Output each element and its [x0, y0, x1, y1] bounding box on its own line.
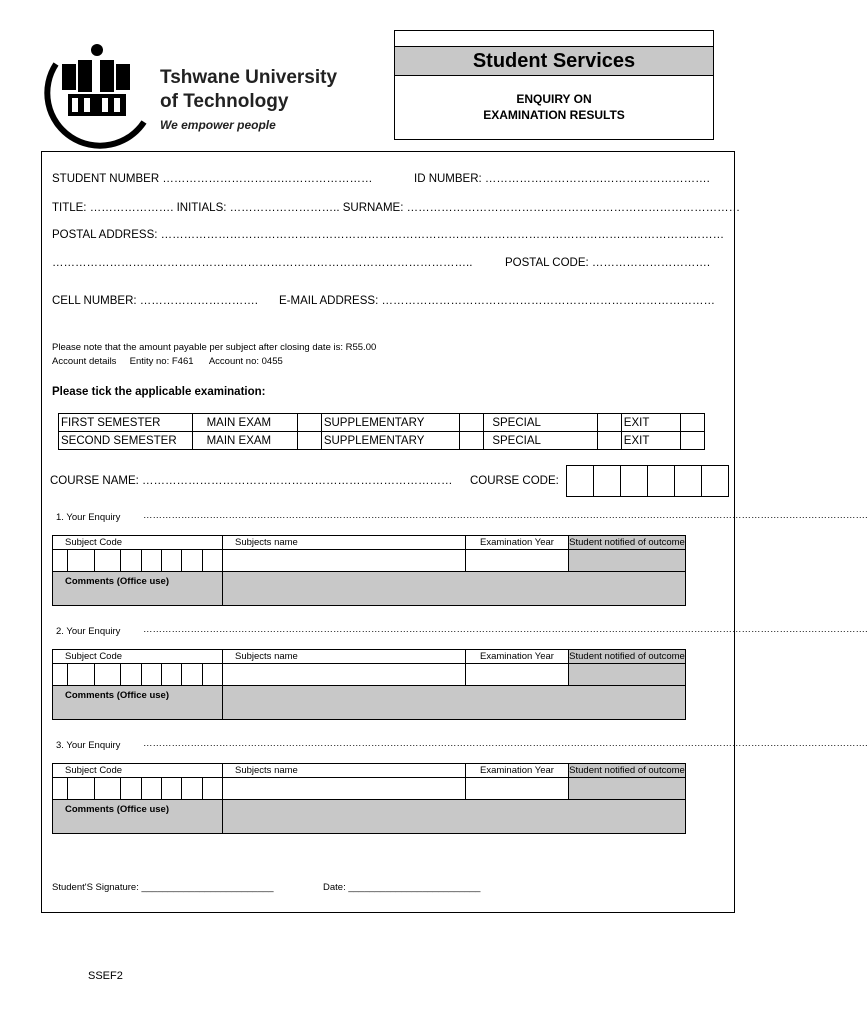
notified-header: Student notified of outcome: [569, 651, 685, 662]
exam-year-header: Examination Year: [466, 650, 569, 664]
tick-box[interactable]: [460, 414, 484, 432]
enquiry-table: [52, 535, 686, 606]
code-cell[interactable]: [202, 550, 222, 572]
code-cell[interactable]: [648, 466, 675, 497]
code-cell[interactable]: [567, 466, 594, 497]
logo-tagline: We empower people: [160, 118, 276, 132]
account-details: Account details Entity no: F461 Account no: 0455: [52, 356, 283, 367]
enquiry-input[interactable]: ………………………………………………………………………………………………………………………………………………………………………………………………………….: [143, 510, 868, 521]
examination-table: [58, 413, 705, 450]
comments-label: Comments (Office use): [53, 800, 223, 834]
enquiry-input[interactable]: ………………………………………………………………………………………………………………………………………………………………………………………………………….: [143, 624, 868, 635]
tick-box[interactable]: [597, 432, 621, 450]
code-cell[interactable]: [702, 466, 729, 497]
logo-line2: of Technology: [160, 91, 289, 112]
code-cell[interactable]: [121, 550, 141, 572]
exam-year-cell[interactable]: [466, 664, 569, 686]
email-field[interactable]: E-MAIL ADDRESS: ……………………………………………………………………………: [279, 295, 715, 307]
university-emblem-icon: [44, 42, 154, 142]
semester-label: SECOND SEMESTER: [59, 432, 193, 450]
code-cell[interactable]: [675, 466, 702, 497]
exam-year-cell[interactable]: [466, 778, 569, 800]
supplementary-label: SUPPLEMENTARY: [321, 414, 459, 432]
code-cell[interactable]: [182, 664, 202, 686]
address-line2-field[interactable]: ………………………………………………………………………………………………..: [52, 257, 473, 269]
code-cell[interactable]: [67, 778, 94, 800]
notified-cell: [569, 664, 686, 686]
exam-year-header: Examination Year: [466, 536, 569, 550]
comments-label: Comments (Office use): [53, 572, 223, 606]
code-cell[interactable]: [53, 550, 68, 572]
comments-cell: [223, 572, 686, 606]
form-subtitle: [395, 91, 713, 123]
subject-name-cell[interactable]: [223, 778, 466, 800]
form-code: SSEF2: [88, 970, 123, 982]
code-cell[interactable]: [621, 466, 648, 497]
subject-name-cell[interactable]: [223, 664, 466, 686]
student-number-field[interactable]: STUDENT NUMBER ………………………….……………………: [52, 173, 373, 185]
signature-field[interactable]: Student'S Signature: _________________________: [52, 882, 274, 893]
code-cell[interactable]: [162, 778, 182, 800]
exam-year-header: Examination Year: [466, 764, 569, 778]
code-cell[interactable]: [182, 778, 202, 800]
notified-cell: [569, 778, 686, 800]
cell-number-field[interactable]: CELL NUMBER: ………………………….: [52, 295, 258, 307]
code-cell[interactable]: [182, 550, 202, 572]
subject-code-header: Subject Code: [53, 536, 223, 550]
id-number-field[interactable]: ID NUMBER: ………………………….……………………….: [414, 173, 710, 185]
exam-year-cell[interactable]: [466, 550, 569, 572]
subject-code-header: Subject Code: [53, 650, 223, 664]
enquiry-input[interactable]: ………………………………………………………………………………………………………………………………………………………………………………………………………….: [143, 738, 868, 749]
enquiry-label: 2. Your Enquiry: [56, 626, 121, 637]
course-code-boxes[interactable]: [566, 465, 729, 497]
code-cell[interactable]: [594, 466, 621, 497]
semester-label: FIRST SEMESTER: [59, 414, 193, 432]
comments-label: Comments (Office use): [53, 686, 223, 720]
fee-notice: Please note that the amount payable per subject after closing date is: R55.00: [52, 342, 377, 353]
code-cell[interactable]: [53, 664, 68, 686]
page-title: Student Services: [395, 46, 713, 76]
code-cell[interactable]: [121, 664, 141, 686]
comments-cell: [223, 686, 686, 720]
postal-address-field[interactable]: POSTAL ADDRESS: …………………………………………………………………………………………………………………………………: [52, 229, 725, 241]
exam-row-second: [59, 432, 705, 450]
main-exam-label: MAIN EXAM: [192, 414, 297, 432]
tick-box[interactable]: [597, 414, 621, 432]
subtitle-line1: ENQUIRY ON: [516, 92, 592, 106]
exit-label: EXIT: [621, 414, 680, 432]
tick-heading: Please tick the applicable examination:: [52, 386, 266, 398]
subjects-name-header: Subjects name: [223, 764, 466, 778]
tick-box[interactable]: [680, 414, 704, 432]
code-cell[interactable]: [94, 778, 121, 800]
special-label: SPECIAL: [484, 432, 597, 450]
student-services-box: [394, 30, 714, 140]
code-cell[interactable]: [53, 778, 68, 800]
notified-header: Student notified of outcome: [569, 765, 685, 776]
main-exam-label: MAIN EXAM: [192, 432, 297, 450]
tick-box[interactable]: [297, 432, 321, 450]
code-cell[interactable]: [141, 550, 161, 572]
code-cell[interactable]: [141, 664, 161, 686]
subtitle-line2: EXAMINATION RESULTS: [483, 108, 625, 122]
enquiry-table: [52, 649, 686, 720]
code-cell[interactable]: [94, 550, 121, 572]
exit-label: EXIT: [621, 432, 680, 450]
course-name-field[interactable]: COURSE NAME: ………………………………………………………………………: [50, 475, 453, 487]
comments-cell: [223, 800, 686, 834]
title-initials-surname-field[interactable]: TITLE: …………………. INITIALS: ……………………….. SURNAME: ……………………………………………………………………………: [52, 202, 741, 214]
code-cell[interactable]: [121, 778, 141, 800]
special-label: SPECIAL: [484, 414, 597, 432]
code-cell[interactable]: [202, 664, 222, 686]
subjects-name-header: Subjects name: [223, 650, 466, 664]
supplementary-label: SUPPLEMENTARY: [321, 432, 459, 450]
code-cell[interactable]: [67, 664, 94, 686]
tick-box[interactable]: [460, 432, 484, 450]
enquiry-label: 1. Your Enquiry: [56, 512, 121, 523]
postal-code-field[interactable]: POSTAL CODE: ………………………….: [505, 257, 711, 269]
tick-box[interactable]: [680, 432, 704, 450]
course-code-label: COURSE CODE:: [470, 475, 559, 487]
code-cell[interactable]: [162, 550, 182, 572]
code-cell[interactable]: [67, 550, 94, 572]
subject-name-cell[interactable]: [223, 550, 466, 572]
exam-row-first: [59, 414, 705, 432]
notified-cell: [569, 550, 686, 572]
date-field[interactable]: Date: _________________________: [323, 882, 481, 893]
subjects-name-header: Subjects name: [223, 536, 466, 550]
enquiry-label: 3. Your Enquiry: [56, 740, 121, 751]
code-cell[interactable]: [162, 664, 182, 686]
university-logo: [44, 42, 154, 142]
code-cell[interactable]: [94, 664, 121, 686]
code-cell[interactable]: [202, 778, 222, 800]
code-cell[interactable]: [141, 778, 161, 800]
tick-box[interactable]: [297, 414, 321, 432]
enquiry-table: [52, 763, 686, 834]
notified-header: Student notified of outcome: [569, 537, 685, 548]
logo-line1: Tshwane University: [160, 67, 338, 88]
subject-code-header: Subject Code: [53, 764, 223, 778]
